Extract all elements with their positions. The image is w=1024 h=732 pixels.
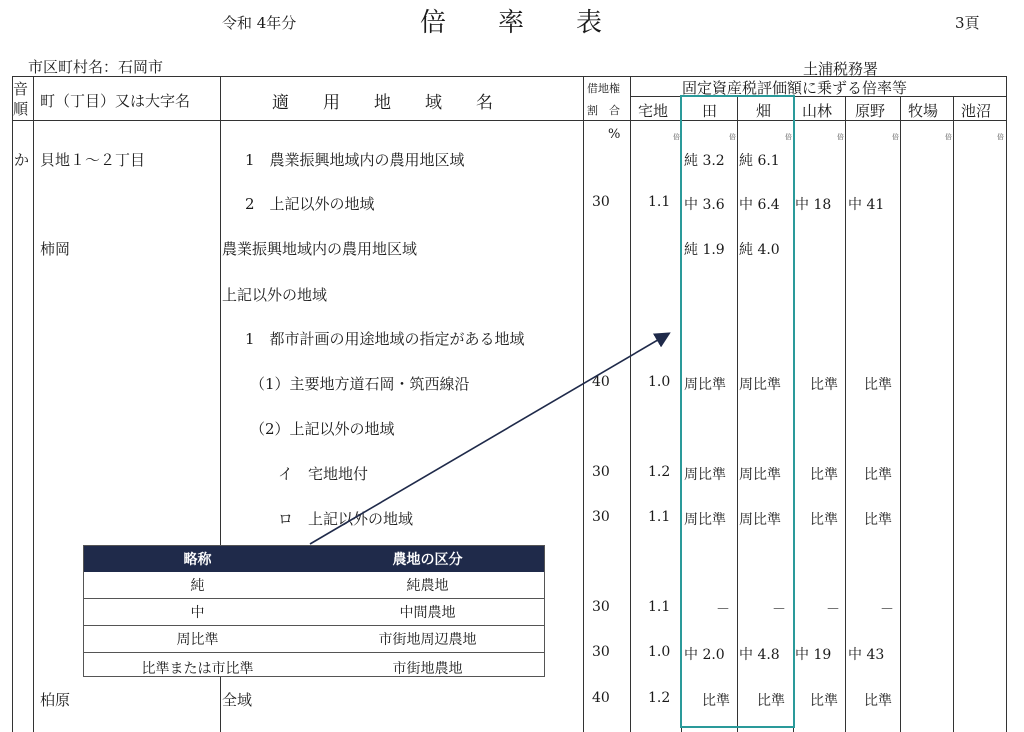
ta-value: 周比準: [684, 467, 726, 483]
takuchi-value: 1.2: [648, 690, 671, 706]
lease-ratio: 40: [592, 374, 610, 390]
takuchi-value: 1.0: [648, 644, 671, 660]
legend-abbr: 比準または市比準: [141, 661, 254, 677]
unit-bai-chishou: 倍: [997, 133, 1004, 141]
unit-bai-ta: 倍: [729, 133, 736, 141]
area-name: 2 上記以外の地域: [245, 195, 375, 213]
sanrin-value: －: [826, 602, 840, 618]
ta-value: 周比準: [684, 512, 726, 528]
header-sanrin: 山林: [802, 102, 833, 120]
takuchi-value: 1.1: [648, 599, 671, 615]
header-hata: 畑: [756, 102, 772, 120]
lease-ratio: 30: [592, 194, 610, 210]
hata-value: 純 6.1: [739, 153, 780, 169]
legend-abbr: 周比準: [84, 626, 311, 653]
unit-bai-hata: 倍: [785, 133, 792, 141]
header-order-top: 音: [13, 80, 29, 98]
header-takuchi: 宅地: [638, 102, 669, 120]
municipality-name: 市区町村名：石岡市: [28, 58, 164, 76]
year-label: 令和 4年分: [222, 14, 297, 32]
header-fixed-asset: 固定資産税評価額に乗ずる倍率等: [682, 79, 908, 97]
ta-value: －: [716, 602, 730, 618]
legend-meaning: 市街地農地: [392, 661, 463, 677]
lease-ratio: 30: [592, 599, 610, 615]
genya-value: 比準: [864, 467, 892, 483]
kana-index: か: [14, 151, 30, 169]
legend-abbr: 純: [84, 572, 311, 599]
sanrin-value: 比準: [810, 693, 838, 709]
header-town: 町（丁目）又は大字名: [40, 92, 191, 110]
area-name: 全域: [222, 691, 253, 709]
sanrin-value: 比準: [810, 512, 838, 528]
sanrin-value: 比準: [810, 377, 838, 393]
hata-value: －: [772, 602, 786, 618]
genya-value: －: [880, 602, 894, 618]
sanrin-value: 中 18: [795, 197, 832, 213]
area-name: （2）上記以外の地域: [250, 420, 395, 438]
header-chishou: 池沼: [961, 102, 992, 120]
legend-header-abbr: 略称: [84, 546, 311, 572]
hata-value: 比準: [757, 693, 785, 709]
sanrin-value: 比準: [810, 467, 838, 483]
legend-abbr: 中: [84, 599, 311, 626]
header-genya: 原野: [855, 102, 886, 120]
town-name: 柏原: [40, 691, 71, 709]
area-name: 1 農業振興地域内の農用地区域: [245, 151, 465, 169]
genya-value: 比準: [864, 512, 892, 528]
takuchi-value: 1.0: [648, 374, 671, 390]
town-name: 柿岡: [40, 240, 71, 258]
unit-bai-genya: 倍: [892, 133, 899, 141]
area-name: 農業振興地域内の農用地区域: [222, 240, 418, 258]
ta-value: 比準: [702, 693, 730, 709]
hata-value: 周比準: [739, 377, 781, 393]
header-bokujo: 牧場: [908, 102, 939, 120]
area-name: （1）主要地方道石岡・筑西線沿: [250, 375, 470, 393]
genya-value: 中 41: [848, 197, 885, 213]
lease-ratio: 30: [592, 644, 610, 660]
header-order-bottom: 順: [13, 100, 29, 118]
ta-value: 中 3.6: [684, 197, 725, 213]
area-name: ロ 上記以外の地域: [278, 510, 414, 528]
legend-header-class: 農地の区分: [311, 546, 544, 572]
genya-value: 中 43: [848, 647, 885, 663]
unit-percent: %: [608, 127, 621, 142]
legend-box: [83, 545, 545, 677]
takuchi-value: 1.2: [648, 464, 671, 480]
hata-value: 中 4.8: [739, 647, 780, 663]
lease-ratio: 30: [592, 464, 610, 480]
ta-value: 中 2.0: [684, 647, 725, 663]
ta-value: 純 3.2: [684, 153, 725, 169]
lease-ratio: 30: [592, 509, 610, 525]
takuchi-value: 1.1: [648, 194, 671, 210]
area-name: イ 宅地地付: [278, 465, 369, 483]
lease-ratio: 40: [592, 690, 610, 706]
area-name: 上記以外の地域: [222, 286, 328, 304]
hata-value: 純 4.0: [739, 242, 780, 258]
legend-meaning: 市街地周辺農地: [311, 626, 544, 653]
genya-value: 比準: [864, 693, 892, 709]
ta-value: 周比準: [684, 377, 726, 393]
unit-bai-bokujo: 倍: [945, 133, 952, 141]
header-ta: 田: [702, 102, 718, 120]
hata-value: 周比準: [739, 467, 781, 483]
header-area: 適 用 地 域 名: [272, 93, 493, 113]
takuchi-value: 1.1: [648, 509, 671, 525]
header-lease-top: 借地権: [587, 82, 620, 95]
page-number: 3頁: [955, 14, 980, 32]
hata-value: 中 6.4: [739, 197, 780, 213]
ta-value: 純 1.9: [684, 242, 725, 258]
header-lease-bottom: 割 合: [587, 104, 620, 117]
legend-meaning: 中間農地: [311, 599, 544, 626]
unit-bai-sanrin: 倍: [837, 133, 844, 141]
hata-value: 周比準: [739, 512, 781, 528]
genya-value: 比準: [864, 377, 892, 393]
unit-bai-takuchi: 倍: [673, 133, 680, 141]
area-name: 1 都市計画の用途地域の指定がある地域: [245, 330, 525, 348]
page-title: 倍 率 表: [420, 8, 603, 38]
sanrin-value: 中 19: [795, 647, 832, 663]
tax-office: 土浦税務署: [803, 60, 879, 78]
town-name: 貝地１～２丁目: [40, 151, 146, 169]
legend-meaning: 純農地: [311, 572, 544, 599]
